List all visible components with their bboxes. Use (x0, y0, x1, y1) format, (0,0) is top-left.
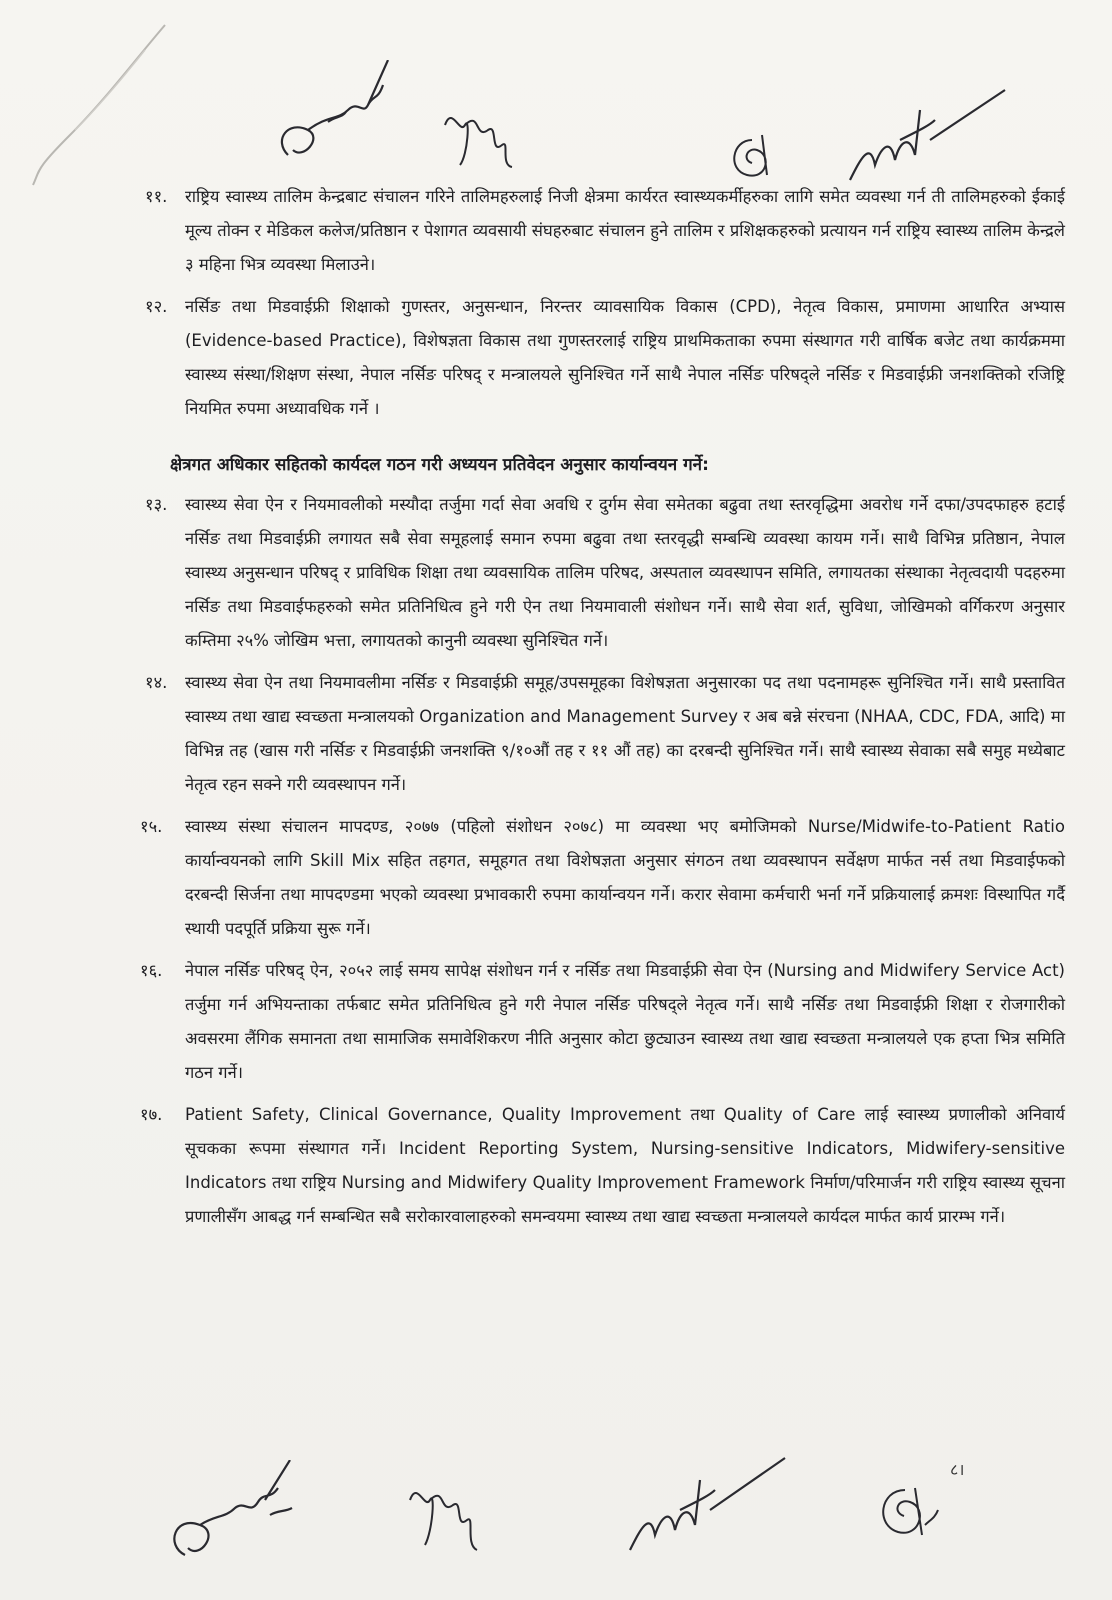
signatures-bottom (0, 1440, 1112, 1600)
list-item-17 (140, 1098, 1065, 1234)
signature-3-bottom (620, 1450, 790, 1560)
list-item-14 (145, 666, 1065, 802)
item-number: १५. (140, 817, 163, 836)
section-heading: क्षेत्रगत अधिकार सहितको कार्यदल गठन गरी अध्ययन प्रतिवेदन अनुसार कार्यान्वयन गर्ने: (170, 455, 709, 475)
signature-1-top (268, 60, 398, 170)
item-number: १३. (145, 495, 168, 514)
item-text: स्वास्थ्य सेवा ऐन र नियमावलीको मस्यौदा तर्जुमा गर्दा सेवा अवधि र दुर्गम सेवा समेतका बढुवा तथा स्तरवृद्धिमा अवरोध गर्ने दफा/उपदफाहरु हटाई नर्सिङ तथा मिडवाईफ्री लगायत सबै सेवा समूहलाई समान रुपमा बढुवा तथा स्तरवृद्धी सम्बन्धि व्यवस्था कायम गर्ने। साथै विभिन्न प्रतिष्ठान, नेपाल स्वास्थ्य अनुसन्धान परिषद् र प्राविधिक शिक्षा तथा व्यवसायिक तालिम परिषद, अस्पताल व्यवस्थापन समिति, लगायतका संस्थाका नेतृत्वदायी पदहरुमा नर्सिङ तथा मिडवाईफहरुको समेत प्रतिनिधित्व हुने गरी ऐन तथा नियमावाली संशोधन गर्ने। साथै सेवा शर्त, सुविधा, जोखिमको वर्गिकरण अनुसार कम्तिमा २५% जोखिम भत्ता, लगायतको कानुनी व्यवस्था सुनिश्चित गर्ने। (185, 495, 1065, 650)
items-bottom (140, 488, 1065, 1234)
signature-1-bottom (160, 1460, 300, 1570)
item-number: १४. (145, 673, 168, 692)
list-item-16 (140, 954, 1065, 1090)
list-item-13 (145, 488, 1065, 658)
item-number: ११. (145, 187, 168, 206)
item-text: राष्ट्रिय स्वास्थ्य तालिम केन्द्रबाट संचालन गरिने तालिमहरुलाई निजी क्षेत्रमा कार्यरत स्वास्थ्यकर्मीहरुका लागि समेत व्यवस्था गर्न ती तालिमहरुको ईकाई मूल्य तोक्न र मेडिकल कलेज/प्रतिष्ठान र पेशागत व्यवसायी संघहरुबाट संचालन हुने तालिम र प्रशिक्षकहरुको प्रत्यायन गर्न राष्ट्रिय स्वास्थ्य तालिम केन्द्रले ३ महिना भित्र व्यवस्था मिलाउने। (185, 187, 1065, 274)
item-text: स्वास्थ्य सेवा ऐन तथा नियमावलीमा नर्सिङ र मिडवाईफ्री समूह/उपसमूहका विशेषज्ञता अनुसारका पद तथा पदनामहरू सुनिश्चित गर्ने। साथै प्रस्तावित स्वास्थ्य तथा खाद्य स्वच्छता मन्त्रालयको Organization and Management Survey र अब बन्ने संरचना (NHAA, CDC, FDA, आदि) मा विभिन्न तह (खास गरी नर्सिङ र मिडवाईफ्री जनशक्ति ९/१०औं तह र ११ औं तह) का दरबन्दी सुनिश्चित गर्ने। साथै स्वास्थ्य सेवाका सबै समुह मध्येबाट नेतृत्व रहन सक्ने गरी व्यवस्थापन गर्ने। (185, 673, 1065, 794)
item-text: स्वास्थ्य संस्था संचालन मापदण्ड, २०७७ (पहिलो संशोधन २०७८) मा व्यवस्था भए बमोजिमको Nurse/Midwife-to-Patient Ratio कार्यान्वयनको लागि Skill Mix सहित तहगत, समूहगत तथा विशेषज्ञता अनुसार संगठन तथा व्यवस्थापन सर्वेक्षण मार्फत नर्स तथा मिडवाईफको दरबन्दी सिर्जना तथा मापदण्डमा भएको व्यवस्था प्रभावकारी रुपमा कार्यान्वयन गर्ने। करार सेवामा कर्मचारी भर्ना गर्ने प्रक्रियालाई क्रमशः विस्थापित गर्दै स्थायी पदपूर्ति प्रक्रिया सुरू गर्ने। (185, 817, 1065, 938)
signatures-top (0, 40, 1112, 200)
signature-2-top (440, 95, 520, 175)
signature-2-bottom (405, 1470, 485, 1560)
item-text: Patient Safety, Clinical Governance, Quality Improvement तथा Quality of Care लाई स्वास्थ्य प्रणालीको अनिवार्य सूचकका रूपमा संस्थागत गर्ने। Incident Reporting System, Nursing-sensitive Indicators, Midwifery-sensitive Indicators तथा राष्ट्रिय Nursing and Midwifery Quality Improvement Framework निर्माण/परिमार्जन गरी राष्ट्रिय स्वास्थ्य सूचना प्रणालीसँग आबद्ध गर्न सम्बन्धित सबै सरोकारवालाहरुको समन्वयमा स्वास्थ्य तथा खाद्य स्वच्छता मन्त्रालयले कार्यदल मार्फत कार्य प्रारम्भ गर्ने। (185, 1105, 1065, 1226)
document-body (140, 180, 1066, 1242)
items-top (145, 180, 1066, 426)
list-item-15 (140, 810, 1065, 946)
signature-4-bottom (870, 1480, 940, 1550)
list-item-12 (145, 290, 1066, 426)
item-text: नर्सिङ तथा मिडवाईफ्री शिक्षाको गुणस्तर, अनुसन्धान, निरन्तर व्यावसायिक विकास (CPD), नेतृत्व विकास, प्रमाणमा आधारित अभ्यास (Evidence-based Practice), विशेषज्ञता विकास तथा गुणस्तरलाई राष्ट्रिय प्राथमिकताका रुपमा संस्थागत गरी वार्षिक बजेट तथा कार्यक्रममा स्वास्थ्य संस्था/शिक्षण संस्था, नेपाल नर्सिङ परिषद् र मन्त्रालयले सुनिश्चित गर्ने साथै नेपाल नर्सिङ परिषद्ले नर्सिङ र मिडवाईफ्री जनशक्तिको रजिष्ट्रि नियमित रुपमा अध्यावधिक गर्ने । (185, 297, 1066, 418)
item-text: नेपाल नर्सिङ परिषद् ऐन, २०५२ लाई समय सापेक्ष संशोधन गर्न र नर्सिङ तथा मिडवाईफ्री सेवा ऐन (Nursing and Midwifery Service Act) तर्जुमा गर्न अभियन्ताका तर्फबाट समेत प्रतिनिधित्व हुने गरी नेपाल नर्सिङ परिषद्ले नेतृत्व गर्ने। साथै नर्सिङ तथा मिडवाईफ्री शिक्षा र रोजगारीको अवसरमा लैंगिक समानता तथा सामाजिक समावेशिकरण नीति अनुसार कोटा छुट्याउन स्वास्थ्य तथा खाद्य स्वच्छता मन्त्रालयले एक हप्ता भित्र समिति गठन गर्ने। (185, 961, 1065, 1082)
list-item-11 (145, 180, 1065, 282)
item-number: १६. (140, 961, 163, 980)
item-number: १२. (145, 297, 168, 316)
page-corner-mark: ८। (950, 1460, 965, 1479)
signature-4-top (840, 80, 1010, 190)
item-number: १७. (140, 1105, 163, 1124)
